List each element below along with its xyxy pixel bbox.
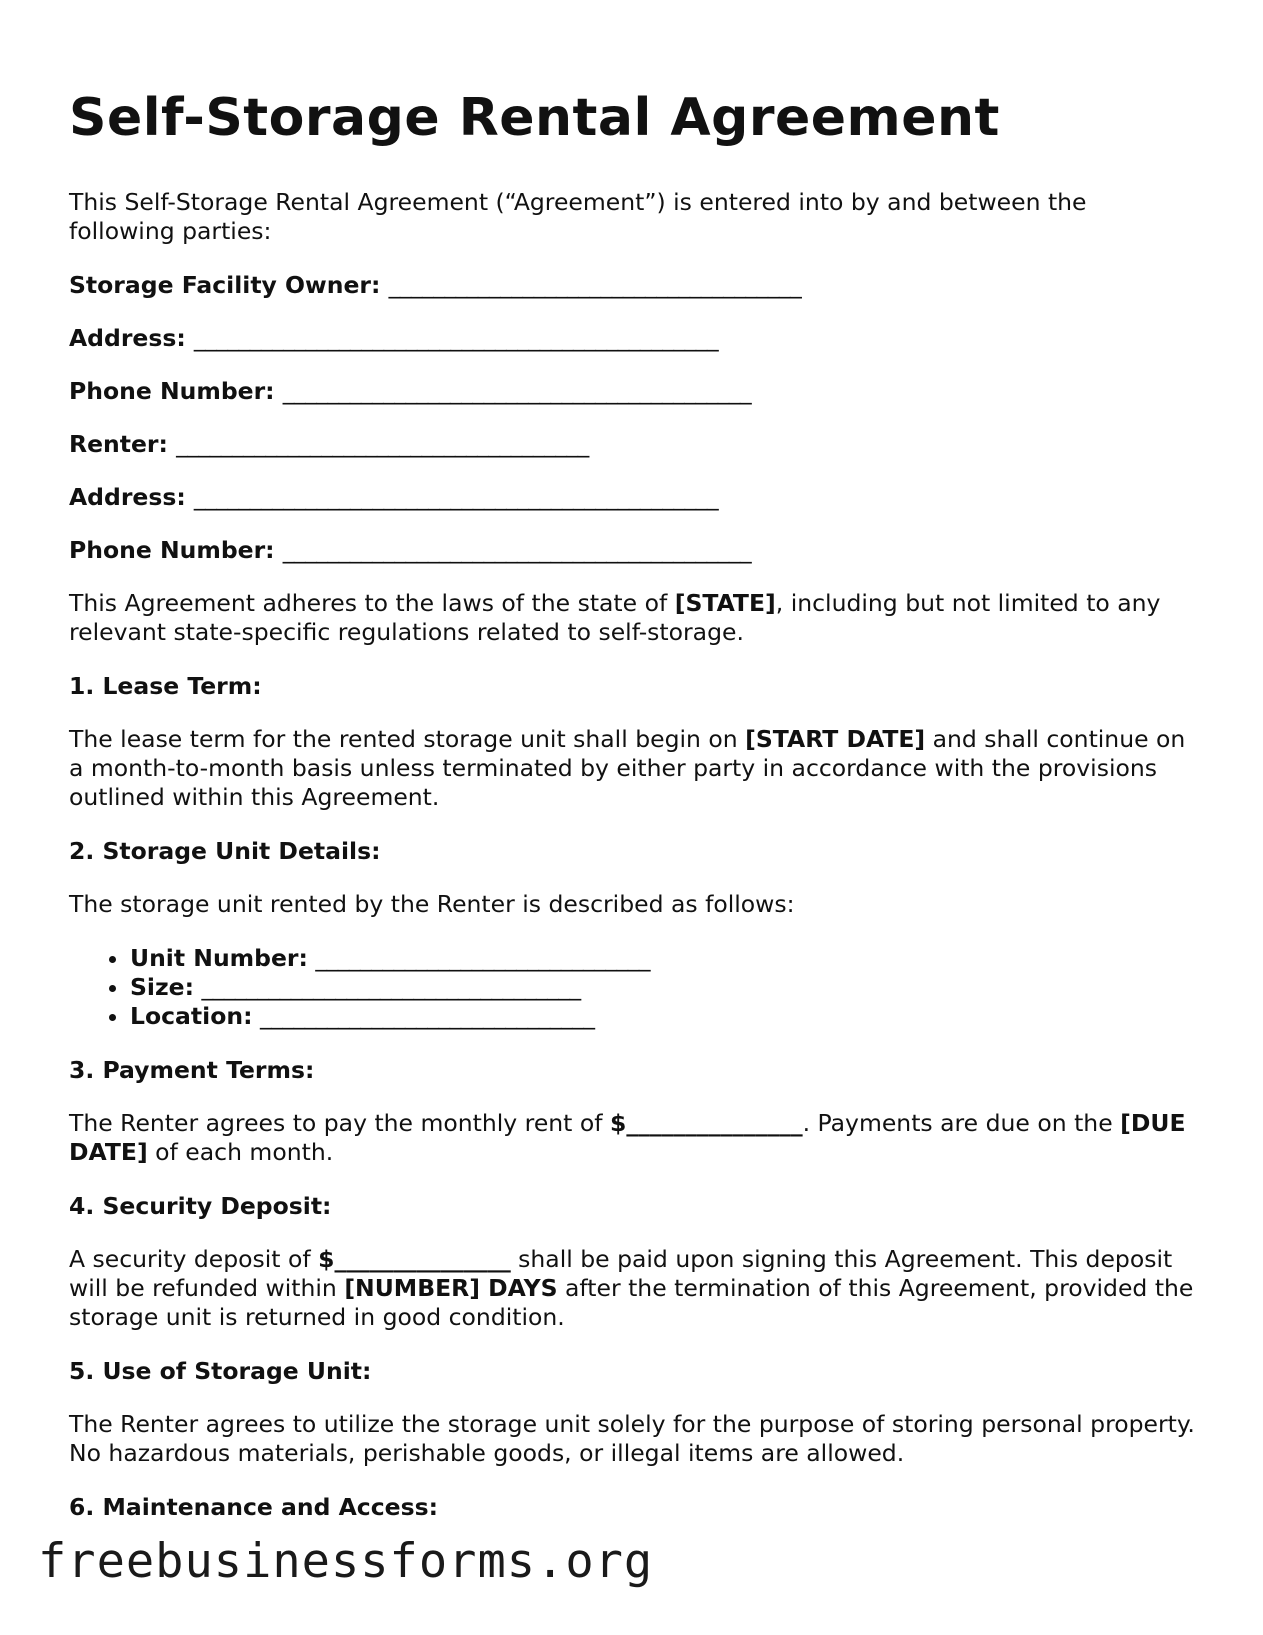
intro-paragraph: This Self-Storage Rental Agreement (“Agreement”) is entered into by and between the following parties: [69, 188, 1087, 245]
section-4-paragraph [69, 1245, 1199, 1332]
location-blank[interactable]: ______________________________ [259, 1002, 595, 1030]
owner-phone-field [69, 377, 1199, 406]
state-placeholder: [STATE] [674, 589, 776, 617]
renter-address-label: Address: [69, 483, 186, 511]
unit-number-blank[interactable]: ______________________________ [315, 944, 650, 972]
rent-amount-blank[interactable]: $_______________ [609, 1109, 803, 1137]
renter-label: Renter: [69, 430, 168, 458]
renter-address-field [69, 483, 1199, 512]
unit-details-list [69, 944, 1199, 1031]
section-6-heading: 6. Maintenance and Access: [69, 1493, 438, 1521]
size-blank[interactable]: __________________________________ [201, 973, 581, 1001]
law-text-post: , including but not limited to any relevant state-specific regulations related to self-storage. [69, 589, 1161, 646]
owner-blank[interactable]: _____________________________________ [388, 271, 802, 299]
due-date-placeholder: [DUE DATE] [69, 1109, 1186, 1166]
owner-address-field [69, 324, 1199, 353]
section-1-text-pre: The lease term for the rented storage unit shall begin on [69, 725, 746, 753]
renter-phone-blank[interactable]: __________________________________________ [282, 536, 752, 564]
section-3-text-mid: . Payments are due on the [802, 1109, 1121, 1137]
list-item [130, 944, 1199, 973]
section-4-text-pre: A security deposit of [69, 1245, 319, 1273]
location-label: Location: [130, 1002, 253, 1030]
section-1-heading: 1. Lease Term: [69, 672, 262, 700]
watermark: freebusinessforms.org [38, 1534, 654, 1589]
renter-phone-field [69, 536, 1199, 565]
section-3-text-post: of each month. [147, 1138, 334, 1166]
section-4-text-mid: shall be paid upon signing this Agreement. This deposit will be refunded within [69, 1245, 1173, 1302]
law-text-pre: This Agreement adheres to the laws of the state of [69, 589, 675, 617]
list-item [130, 1002, 1199, 1031]
section-2-heading: 2. Storage Unit Details: [69, 837, 381, 865]
renter-blank[interactable]: _____________________________________ [176, 430, 589, 458]
owner-address-blank[interactable]: _______________________________________________ [193, 324, 718, 352]
owner-phone-blank[interactable]: __________________________________________ [282, 377, 752, 405]
owner-label: Storage Facility Owner: [69, 271, 381, 299]
section-5-heading: 5. Use of Storage Unit: [69, 1357, 372, 1385]
unit-number-label: Unit Number: [130, 944, 308, 972]
size-label: Size: [130, 973, 194, 1001]
deposit-amount-blank[interactable]: $_______________ [318, 1245, 511, 1273]
section-4-heading: 4. Security Deposit: [69, 1192, 332, 1220]
document-page [69, 84, 1199, 1546]
section-5-paragraph: The Renter agrees to utilize the storage unit solely for the purpose of storing personal property. No hazardous materials, perishable goods, or illegal items are allowed. [69, 1410, 1195, 1467]
owner-field [69, 271, 1199, 300]
document-title: Self-Storage Rental Agreement [69, 88, 1000, 148]
renter-address-blank[interactable]: _______________________________________________ [193, 483, 718, 511]
renter-field [69, 430, 1199, 459]
renter-phone-label: Phone Number: [69, 536, 275, 564]
section-3-paragraph [69, 1109, 1199, 1167]
owner-address-label: Address: [69, 324, 186, 352]
section-1-text-post: and shall continue on a month-to-month basis unless terminated by either party in accordance with the provisions outlined within this Agreement. [69, 725, 1186, 811]
section-4-text-post: after the termination of this Agreement, provided the storage unit is returned in good condition. [69, 1274, 1194, 1331]
refund-days-placeholder: [NUMBER] DAYS [344, 1274, 558, 1302]
start-date-placeholder: [START DATE] [745, 725, 926, 753]
section-2-paragraph: The storage unit rented by the Renter is described as follows: [69, 890, 795, 918]
owner-phone-label: Phone Number: [69, 377, 275, 405]
section-1-paragraph [69, 725, 1199, 812]
section-3-heading: 3. Payment Terms: [69, 1056, 315, 1084]
list-item [130, 973, 1199, 1002]
section-3-text-pre: The Renter agrees to pay the monthly rent of [69, 1109, 610, 1137]
governing-law-paragraph [69, 589, 1199, 647]
